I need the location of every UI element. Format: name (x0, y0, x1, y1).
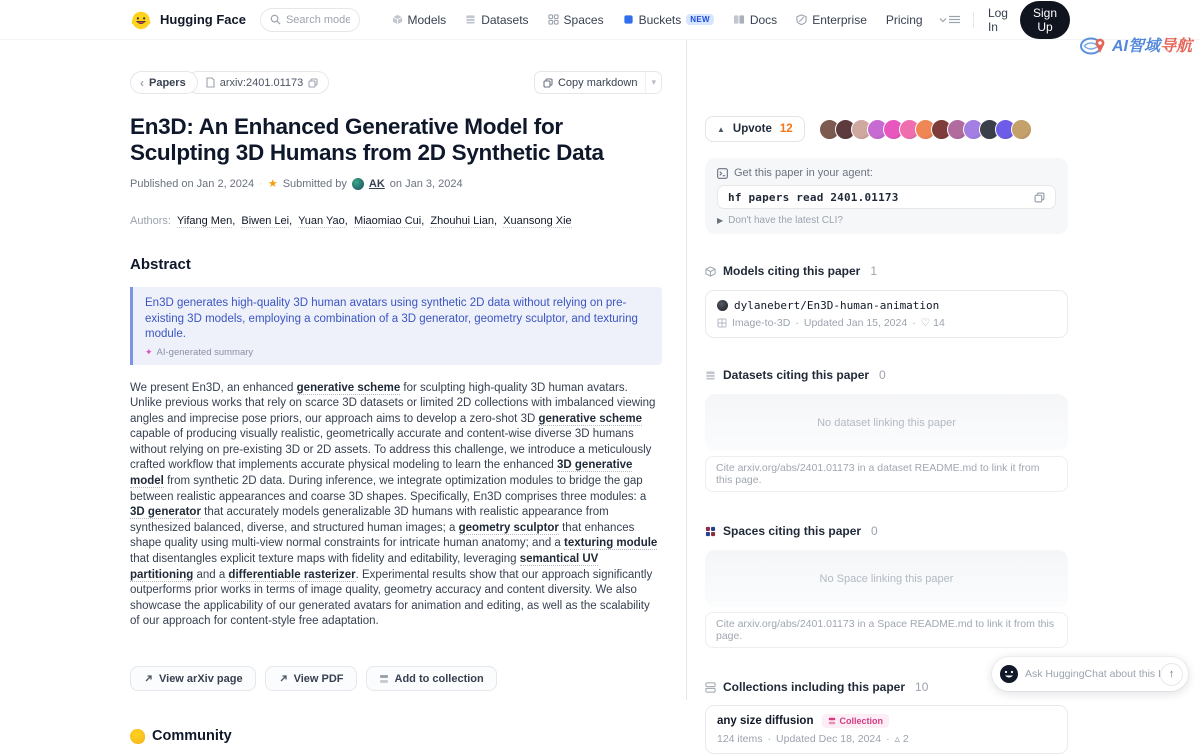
nav-item-models[interactable]: Models (392, 13, 447, 27)
site-watermark: AI智域导航 (1079, 33, 1192, 56)
agent-box-title: Get this paper in your agent: (717, 167, 1056, 179)
huggingchat-logo-icon (999, 664, 1019, 684)
datasets-count: 0 (879, 368, 886, 382)
models-count: 1 (870, 264, 877, 278)
hugging-face-logo-icon[interactable] (130, 9, 152, 31)
external-link-icon (278, 674, 288, 684)
paper-actions (130, 666, 662, 691)
main-nav (392, 13, 923, 27)
copy-command-icon[interactable] (1034, 192, 1045, 203)
highlighted-term[interactable]: geometry sculptor (459, 522, 559, 535)
new-badge: NEW (686, 14, 714, 25)
author-link[interactable]: Yuan Yao (298, 215, 345, 228)
ai-summary-text: En3D generates high-quality 3D human avatars using synthetic 2D data without relying on pre-existing 3D models, employing a combination of a 3D generator, geometry sculptor, and texturing module. (145, 296, 650, 343)
author-link[interactable]: Yifang Men (177, 215, 232, 228)
spaces-icon (548, 14, 559, 25)
author-link[interactable]: Miaomiao Cui (354, 215, 421, 228)
collections-count: 10 (915, 680, 928, 694)
nav-item-docs[interactable]: Docs (733, 13, 777, 27)
upvote-button[interactable]: ▲ Upvote 12 (705, 116, 805, 142)
upvote-small-icon: ▵ (895, 733, 900, 745)
models-citing-heading: Models citing this paper 1 (705, 264, 1068, 278)
model-likes: 14 (933, 317, 945, 329)
paper-meta: Published on Jan 2, 2024 · ★ Submitted by AK on Jan 3, 2024 (130, 177, 662, 190)
spaces-citing-heading: Spaces citing this paper 0 (705, 524, 1068, 538)
copy-markdown-dropdown[interactable]: ▾ (645, 72, 661, 93)
highlighted-term[interactable]: generative scheme (297, 382, 401, 395)
star-icon: ★ (268, 177, 278, 190)
cli-help-disclosure[interactable]: ▶ Don't have the latest CLI? (717, 215, 1056, 226)
breadcrumb-papers-button[interactable]: ‹ Papers (130, 71, 198, 94)
document-icon (206, 77, 215, 88)
agent-box (705, 158, 1068, 234)
task-icon (717, 318, 727, 328)
spaces-cite-hint: Cite arxiv.org/abs/2401.01173 in a Space README.md to link it from this page. (705, 612, 1068, 648)
view-pdf-button[interactable]: View PDF (265, 666, 357, 691)
breadcrumb (130, 71, 662, 94)
external-link-icon (143, 674, 153, 684)
terminal-icon (717, 168, 728, 179)
datasets-empty-state: No dataset linking this paper (705, 394, 1068, 451)
models-icon (392, 14, 403, 25)
top-nav (0, 0, 1200, 40)
upvoter-avatars (819, 119, 1032, 140)
login-link[interactable]: Log In (988, 6, 1008, 34)
cli-command: hf papers read 2401.01173 (728, 191, 899, 204)
copy-markdown-button[interactable]: Copy markdown ▾ (534, 71, 662, 94)
author-link[interactable]: Xuansong Xie (503, 215, 572, 228)
chat-send-button[interactable] (1160, 663, 1183, 686)
huggingchat-input[interactable] (1025, 668, 1160, 680)
docs-icon (733, 14, 745, 25)
highlighted-term[interactable]: generative scheme (538, 413, 642, 426)
author-link[interactable]: Biwen Lei (241, 215, 289, 228)
collection-card[interactable] (705, 705, 1068, 754)
author-link[interactable]: Zhouhui Lian (430, 215, 494, 228)
model-cube-icon (705, 266, 716, 277)
highlighted-term[interactable]: 3D generator (130, 506, 201, 519)
model-card[interactable] (705, 290, 1068, 338)
abstract-heading: Abstract (130, 256, 662, 273)
abstract-text: We present En3D, an enhanced generative scheme for sculpting high-quality 3D human avatars. Unlike previous works that rely on scarce 3D datasets or limited 2D collections with imbalanced viewing angles and imprecise pose priors, our approach aims to develop a zero-shot 3D generative scheme capable of producing visually realistic, geometrically accurate and content-wise diverse 3D humans without relying on pre-existing 3D or 2D assets. To address this challenge, we introduce a meticulously crafted workflow that implements accurate physical modeling to learn the enhanced 3D generative model from synthetic 2D data. During inference, we integrate optimization modules to bridge the gap between realistic appearances and coarse 3D shapes. Specifically, En3D comprises three modules: a 3D generator that accurately models generalizable 3D humans with realistic appearance from synthesized balanced, diverse, and structured human images; a geometry sculptor that enhances shape quality using multi-view normal constraints for intricate human anatomy; and a texturing module that disentangles explicit texture maps with fidelity and editability, leveraging semantical UV partitioning and a differentiable rasterizer. Experimental results show that our approach significantly outperforms prior works in terms of image quality, geometry accuracy and content diversity. We also showcase the applicability of our generated avatars for animation and editing, as well as the scalability of our approach for content-style free adaptation. (130, 381, 662, 631)
buckets-icon (623, 14, 634, 25)
collection-name: any size diffusion (717, 715, 814, 727)
signup-button[interactable]: Sign Up (1020, 1, 1070, 39)
collections-heading: Collections including this paper 10 (705, 680, 1068, 694)
highlighted-term[interactable]: 3D generative model (130, 459, 632, 488)
triangle-right-icon: ▶ (717, 216, 723, 225)
heart-icon: ♡ (921, 317, 930, 329)
collection-badge: Collection (822, 714, 890, 728)
upvote-arrow-icon: ▲ (717, 125, 725, 134)
view-arxiv-page-button[interactable]: View arXiv page (130, 666, 256, 691)
spaces-count: 0 (871, 524, 878, 538)
collection-meta: 124 items · Updated Dec 18, 2024 · ▵ 2 (717, 733, 1056, 745)
authors-row: Authors: Yifang Men, Biwen Lei, Yuan Yao, Miaomiao Cui, Zhouhui Lian, Xuansong Xie (130, 213, 662, 230)
nav-item-datasets[interactable]: Datasets (465, 13, 528, 27)
nav-item-buckets[interactable]: Buckets NEW (623, 13, 714, 27)
search-box[interactable] (260, 8, 360, 32)
submitter-link[interactable]: AK (369, 178, 385, 190)
ai-summary-box (130, 287, 662, 365)
highlighted-term[interactable]: texturing module (564, 537, 657, 550)
model-meta: Image-to-3D · Updated Jan 15, 2024 · ♡ 14 (717, 317, 1056, 329)
arxiv-id-badge[interactable]: arxiv:2401.01173 (186, 71, 330, 94)
chevron-left-icon: ‹ (140, 77, 144, 89)
more-menu-icon[interactable] (939, 15, 960, 24)
add-to-collection-button[interactable]: Add to collection (366, 666, 497, 691)
spaces-icon (705, 526, 716, 537)
upvote-count: 12 (780, 123, 793, 135)
community-icon (130, 729, 145, 744)
datasets-cite-hint: Cite arxiv.org/abs/2401.01173 in a dataset README.md to link it from this page. (705, 456, 1068, 492)
model-owner-avatar (717, 300, 728, 311)
nav-item-spaces[interactable]: Spaces (548, 13, 604, 27)
enterprise-icon (796, 14, 807, 25)
upvoter-avatar[interactable] (1011, 119, 1032, 140)
copy-icon (543, 78, 553, 88)
search-input[interactable] (286, 14, 350, 26)
nav-item-enterprise[interactable]: Enterprise (796, 13, 867, 27)
dataset-icon (705, 370, 716, 381)
datasets-citing-heading: Datasets citing this paper 0 (705, 368, 1068, 382)
upvote-row (705, 116, 1068, 142)
cli-command-field[interactable] (717, 185, 1056, 209)
model-name: dylanebert/En3D-human-animation (734, 299, 939, 312)
watermark-text: AI智域 (1112, 38, 1160, 55)
highlighted-term[interactable]: differentiable rasterizer (228, 569, 355, 582)
sparkle-icon: ✦ (145, 347, 153, 358)
spaces-empty-state: No Space linking this paper (705, 550, 1068, 607)
collection-upvotes: 2 (903, 733, 909, 745)
page-title: En3D: An Enhanced Generative Model for Sculpting 3D Humans from 2D Synthetic Data (130, 114, 662, 166)
search-icon (270, 14, 281, 25)
datasets-icon (465, 14, 476, 25)
highlighted-term[interactable]: semantical UV partitioning (130, 553, 598, 582)
copy-icon[interactable] (308, 78, 318, 88)
nav-item-pricing[interactable]: Pricing (886, 13, 923, 27)
huggingchat-widget (992, 657, 1188, 691)
collection-icon (379, 674, 389, 684)
arrow-up-icon: ↑ (1169, 668, 1175, 680)
main-column (0, 40, 687, 700)
brand-name[interactable]: Hugging Face (160, 12, 246, 27)
right-sidebar (687, 40, 1200, 700)
collections-icon (705, 682, 716, 693)
submitter-avatar[interactable] (352, 178, 364, 190)
community-heading: Community (130, 728, 662, 744)
ai-summary-tag: ✦ AI-generated summary (145, 347, 650, 358)
